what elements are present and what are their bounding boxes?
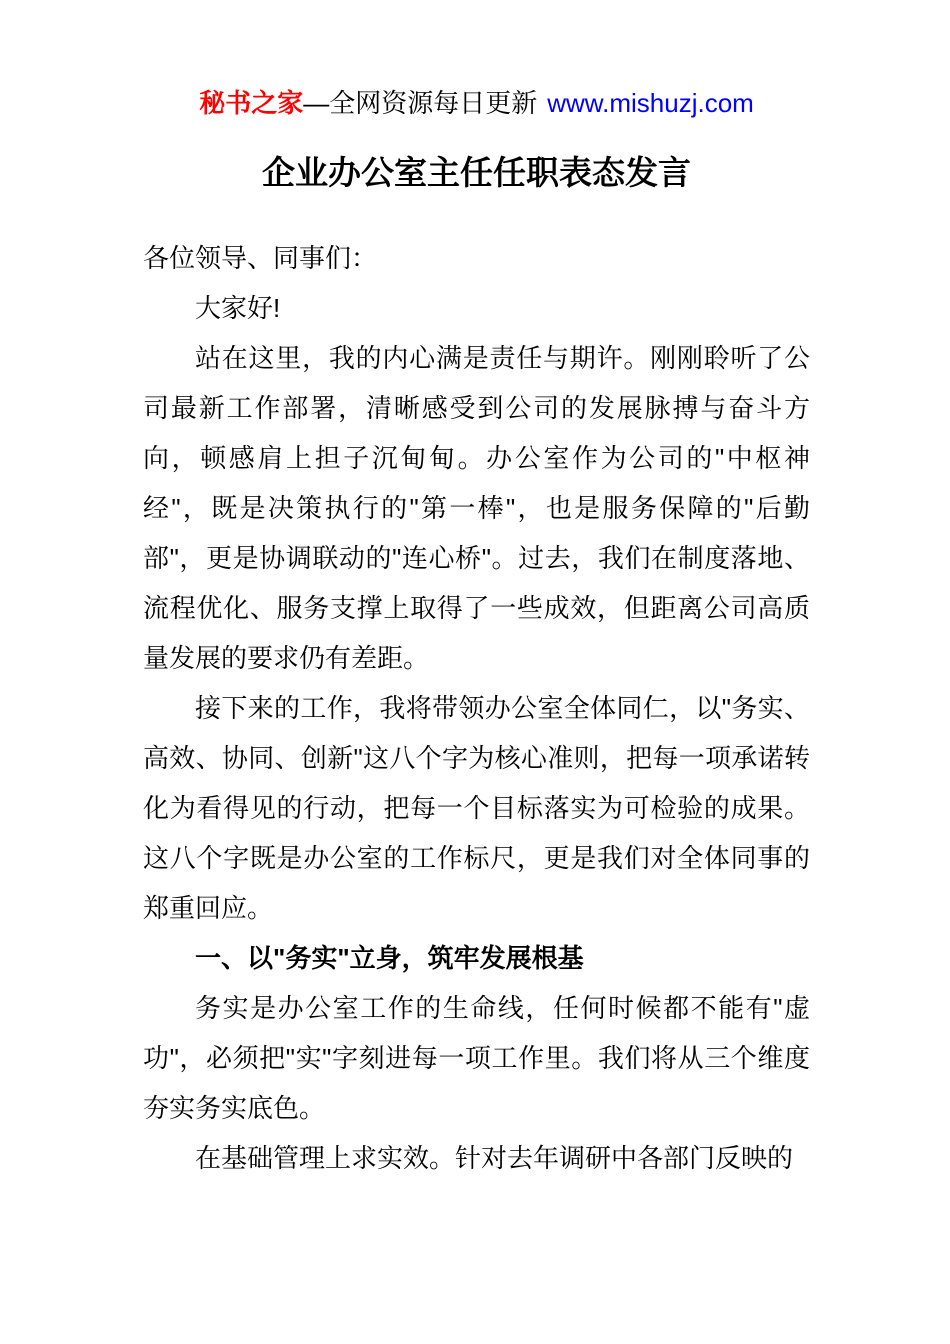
paragraph-foundation: 在基础管理上求实效。针对去年调研中各部门反映的: [195, 1143, 794, 1173]
document-title: 企业办公室主任任职表态发言: [262, 154, 691, 191]
site-name: 秘书之家: [199, 88, 304, 118]
site-url-link[interactable]: www.mishuzj.com: [547, 88, 754, 118]
site-header: [143, 85, 810, 121]
section-heading-1: 一、以"务实"立身，筑牢发展根基: [195, 943, 584, 973]
paragraph-salutation: 各位领导、同事们：: [143, 243, 378, 273]
paragraph-pragmatism: 务实是办公室工作的生命线，任何时候都不能有"虚功"，必须把"实"字刻进每一项工作里。我们将从三个维度夯实务实底色。: [143, 993, 810, 1123]
paragraph-intro: 站在这里，我的内心满是责任与期许。刚刚聆听了公司最新工作部署，清晰感受到公司的发展脉搏与奋斗方向，顿感肩上担子沉甸甸。办公室作为公司的"中枢神经"，既是决策执行的"第一棒"，也是服务保障的"后勤部"，更是协调联动的"连心桥"。过去，我们在制度落地、流程优化、服务支撑上取得了一些成效，但距离公司高质量发展的要求仍有差距。: [143, 343, 810, 673]
site-tagline: —全网资源每日更新: [303, 88, 538, 118]
paragraph-commitment: 接下来的工作，我将带领办公室全体同仁，以"务实、高效、协同、创新"这八个字为核心准则，把每一项承诺转化为看得见的行动，把每一个目标落实为可检验的成果。这八个字既是办公室的工作标尺，更是我们对全体同事的郑重回应。: [143, 693, 810, 923]
paragraph-greeting: 大家好!: [195, 293, 281, 323]
document-body: [143, 233, 810, 1183]
